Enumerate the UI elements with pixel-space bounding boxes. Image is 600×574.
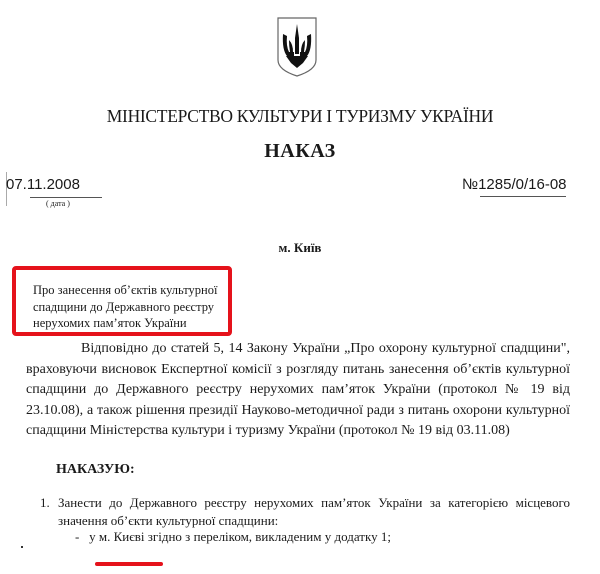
item-text: Занести до Державного реєстру нерухомих пам’яток України за категорією місцевого значення об’єкти культурної спадщини: bbox=[58, 495, 570, 528]
number-underline bbox=[480, 196, 566, 197]
subject-line: нерухомих пам’яток України bbox=[33, 316, 187, 330]
preamble-text: Відповідно до статей 5, 14 Закону України „Про охорону культурної спадщини", враховуючи висновок Експертної комісії з розгляду питань занесення об’єктів культурної спадщини до Державного реєстру нерухомих пам’яток України (протокол № 19 від 23.10.08), а також рішення президії Науково-методичної ради з питань охорони культурної спадщини Міністерства культури і туризму України (протокол № 19 від 03.11.08) bbox=[26, 341, 570, 438]
subject-line: Про занесення об’єктів культурної bbox=[33, 283, 218, 297]
date-underline bbox=[30, 197, 102, 198]
order-date: 07.11.2008 bbox=[6, 176, 80, 193]
order-number: №1285/0/16-08 bbox=[462, 176, 567, 193]
document-title: НАКАЗ bbox=[264, 140, 336, 162]
scan-speck bbox=[21, 546, 23, 548]
order-item bbox=[40, 494, 572, 530]
order-subitem bbox=[75, 529, 391, 545]
item-number: 1. bbox=[40, 495, 50, 510]
city: м. Київ bbox=[278, 240, 322, 255]
subitem-text: згідно з переліком, викладеним у додатку 1; bbox=[144, 529, 391, 544]
order-heading: НАКАЗУЮ: bbox=[56, 462, 135, 477]
subitem-highlighted-text: у м. Києві bbox=[89, 529, 145, 544]
red-underline-annotation bbox=[95, 562, 163, 566]
subject-line: спадщини до Державного реєстру bbox=[33, 299, 215, 314]
ministry-header: МІНІСТЕРСТВО КУЛЬТУРИ І ТУРИЗМУ УКРАЇНИ bbox=[106, 106, 494, 126]
trident-emblem-icon bbox=[276, 16, 318, 78]
order-subject bbox=[33, 282, 217, 332]
preamble-paragraph bbox=[26, 339, 570, 442]
date-label: ( дата ) bbox=[46, 199, 70, 208]
subitem-bullet: - bbox=[75, 529, 80, 544]
